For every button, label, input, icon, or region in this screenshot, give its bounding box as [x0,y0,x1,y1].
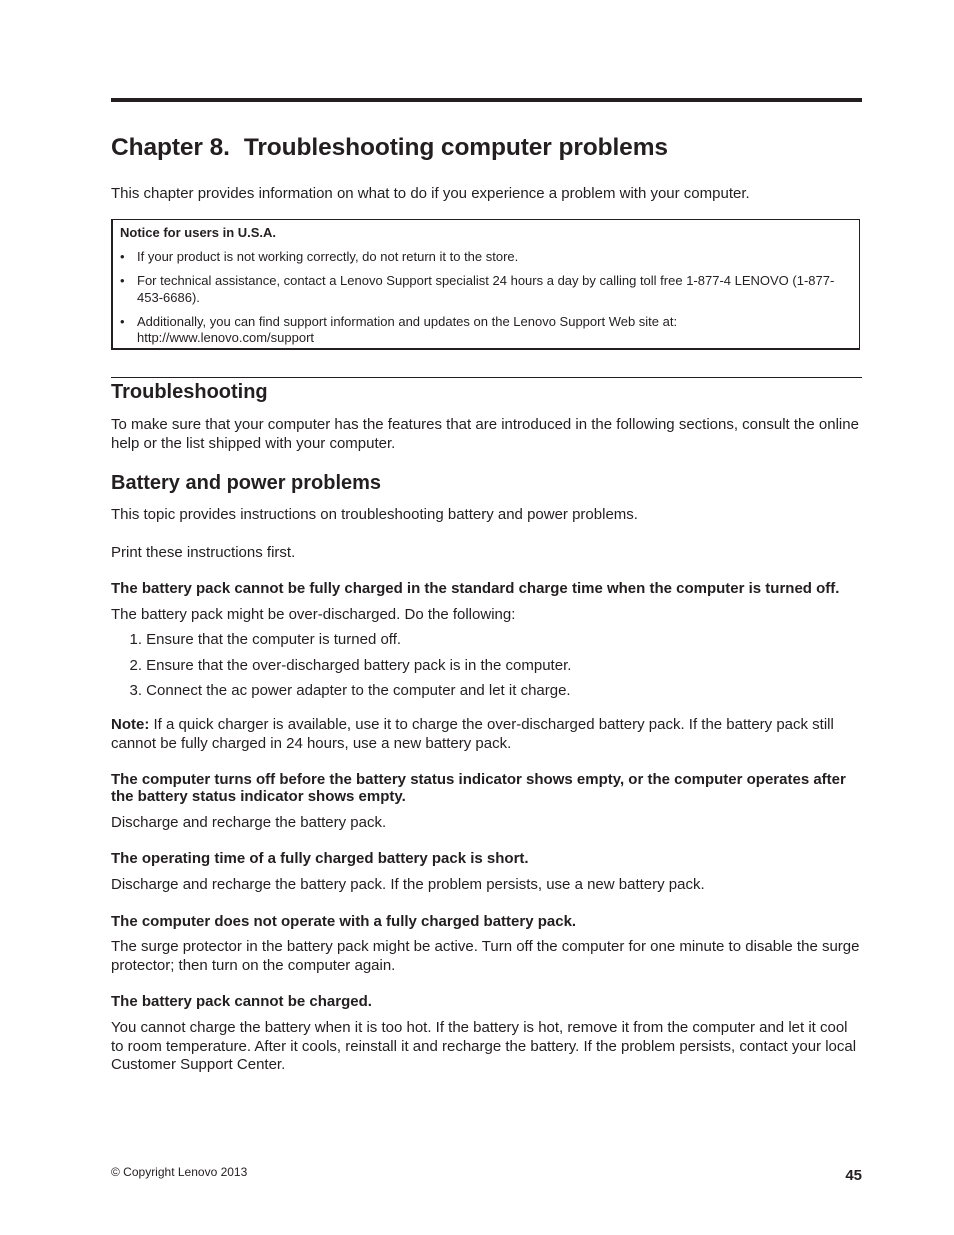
problem-title: The computer turns off before the battery status indicator shows empty, or the computer operates after the battery status indicator shows empty. [111,771,846,805]
problem-title: The battery pack cannot be fully charged in the standard charge time when the computer is turned off. [111,580,840,597]
step-number: 3. [129,682,142,699]
chapter-intro: This chapter provides information on what to do if you experience a problem with your computer. [111,185,750,202]
problem-text: The battery pack might be over-discharged. Do the following: [111,606,516,623]
battery-intro: This topic provides instructions on troubleshooting battery and power problems. [111,506,638,523]
step-item [111,682,571,708]
note [111,716,862,753]
notice-item: • Additionally, you can find support information and updates on the Lenovo Support Web site at: http://www.lenovo.com/support [120,314,850,347]
chapter-title-text: Troubleshooting computer problems [243,134,668,161]
notice-item: • If your product is not working correctly, do not return it to the store. [120,249,850,266]
problem-title: The battery pack cannot be charged. [111,993,372,1010]
step-number: 1. [129,631,142,648]
step-text: Ensure that the over-discharged battery pack is in the computer. [146,656,572,674]
chapter-title [111,134,668,162]
troubleshooting-heading: Troubleshooting [111,381,268,403]
section-rule [111,377,862,378]
problem-text: Discharge and recharge the battery pack. [111,814,387,831]
chapter-number: Chapter 8. [111,134,230,161]
step-item [111,657,571,683]
note-text: If a quick charger is available, use it to charge the over-discharged battery pack. If the battery pack still cannot be fully charged in 24 hours, use a new battery pack. [111,716,834,752]
notice-item: • For technical assistance, contact a Lenovo Support specialist 24 hours a day by calling toll free 1-877-4 LENOVO (1-877-453-6686). [120,273,850,306]
page-number: 45 [845,1167,862,1184]
troubleshooting-text: To make sure that your computer has the features that are introduced in the following sections, consult the online help or the list shipped with your computer. [111,416,859,452]
copyright: © Copyright Lenovo 2013 [111,1165,248,1179]
step-item [111,631,571,657]
steps-list [111,631,571,708]
problem-title: The operating time of a fully charged battery pack is short. [111,850,529,867]
step-number: 2. [129,656,142,674]
step-text: Ensure that the computer is turned off. [146,631,402,648]
notice-box [111,219,860,350]
problem-text: The surge protector in the battery pack might be active. Turn off the computer for one minute to disable the surge protector; then turn on the computer again. [111,938,860,974]
problem-text: You cannot charge the battery when it is too hot. If the battery is hot, remove it from the computer and let it cool to room temperature. After it cools, reinstall it and recharge the battery. If the problem persists, contact your local Customer Support Center. [111,1019,857,1073]
chapter-top-rule [111,98,862,102]
print-note: Print these instructions first. [111,544,296,561]
problem-title: The computer does not operate with a fully charged battery pack. [111,913,577,930]
problem-text: Discharge and recharge the battery pack. If the problem persists, use a new battery pack. [111,876,705,893]
battery-heading: Battery and power problems [111,472,382,494]
note-label: Note: [111,716,150,733]
notice-title: Notice for users in U.S.A. [120,225,277,240]
step-text: Connect the ac power adapter to the computer and let it charge. [146,682,571,699]
notice-list [120,249,850,354]
